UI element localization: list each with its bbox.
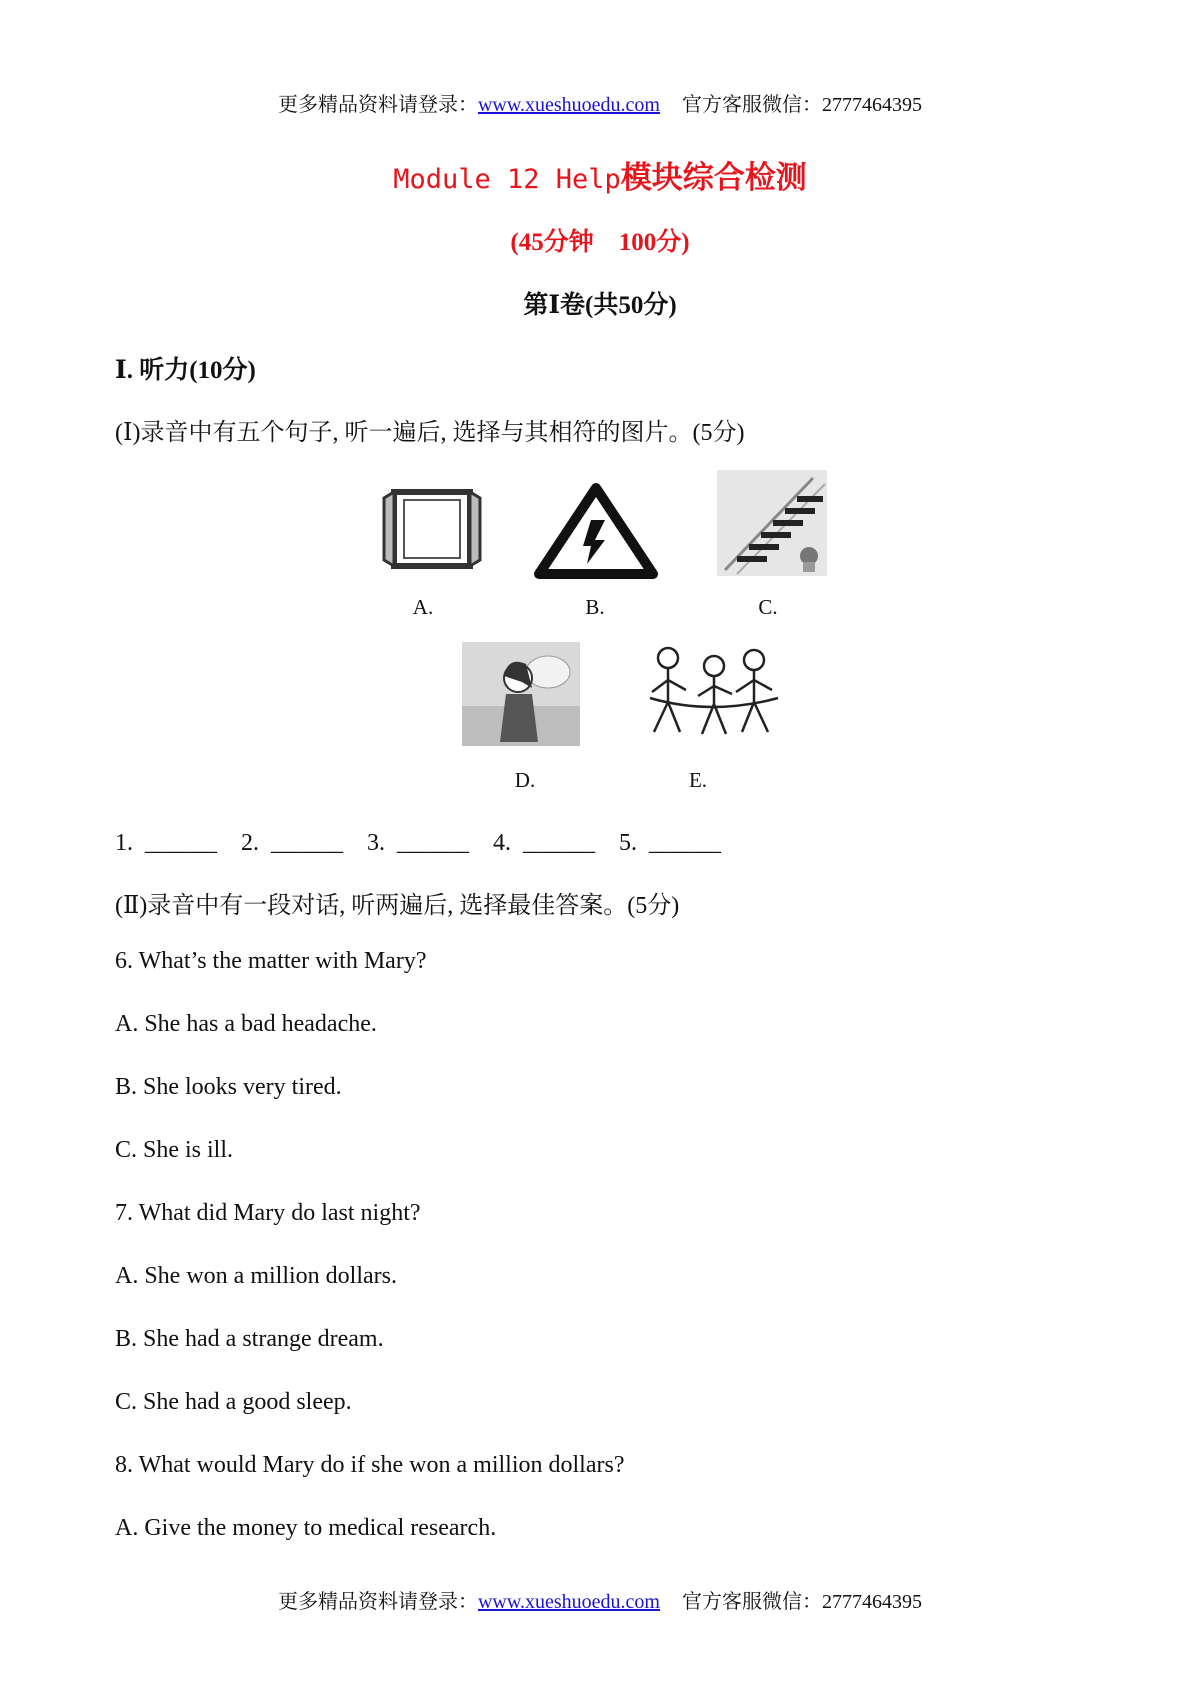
image-caption-d: D. [514, 768, 536, 792]
page-header [0, 88, 1200, 117]
image-caption-b: B. [585, 595, 605, 619]
exam-duration: (45分钟 100分) [510, 229, 690, 256]
question-8-option-a: A. Give the money to medical research. [115, 1515, 497, 1541]
footer-service: 官方客服微信：2777464395 [682, 1591, 922, 1613]
title-cn: 模块综合检测 [620, 160, 807, 196]
question-6: 6. What’s the matter with Mary? [115, 948, 427, 974]
footer-prefix: 更多精品资料请登录： [277, 1591, 478, 1613]
question-7: 7. What did Mary do last night? [115, 1200, 421, 1226]
people-running-image [640, 640, 785, 746]
section-heading: Ⅰ. 听力(10分) [115, 357, 256, 384]
question-6-option-b: B. She looks very tired. [115, 1074, 342, 1100]
page-footer [0, 1585, 1200, 1614]
part2-instruction: (Ⅱ)录音中有一段对话, 听两遍后, 选择最佳答案。(5分) [115, 893, 680, 919]
question-6-option-c: C. She is ill. [115, 1137, 234, 1163]
window-icon [382, 486, 482, 572]
part1-instruction: (Ⅰ)录音中有五个句子, 听一遍后, 选择与其相符的图片。(5分) [115, 420, 745, 446]
header-service: 官方客服微信：2777464395 [682, 94, 922, 116]
page-title [0, 152, 1200, 197]
staircase-image [717, 470, 827, 576]
title-module: Module 12 Help [393, 164, 621, 195]
header-site-link[interactable]: www.xueshuoedu.com [477, 94, 660, 116]
electric-warning-icon [533, 482, 659, 580]
question-7-option-b: B. She had a strange dream. [115, 1326, 384, 1352]
question-7-option-a: A. She won a million dollars. [115, 1263, 397, 1289]
woman-sleeping-image [462, 642, 580, 746]
image-caption-e: E. [688, 768, 708, 792]
header-prefix: 更多精品资料请登录： [277, 94, 478, 116]
footer-site-link[interactable]: www.xueshuoedu.com [477, 1591, 660, 1613]
answer-blanks: 1. ______ 2. ______ 3. ______ 4. ______ 5. ______ [115, 830, 721, 856]
image-caption-a: A. [412, 595, 434, 619]
question-6-option-a: A. She has a bad headache. [115, 1011, 377, 1037]
question-7-option-c: C. She had a good sleep. [115, 1389, 352, 1415]
volume-heading: 第Ⅰ卷(共50分) [523, 292, 677, 319]
image-caption-c: C. [758, 595, 778, 619]
question-8: 8. What would Mary do if she won a million dollars? [115, 1452, 625, 1478]
